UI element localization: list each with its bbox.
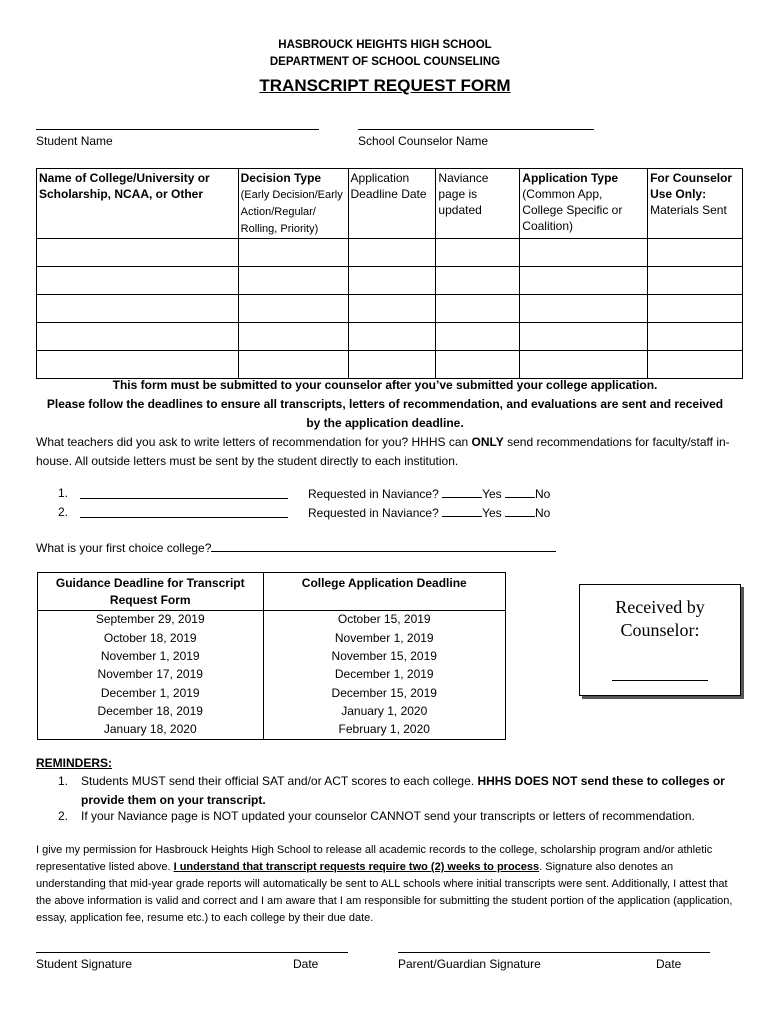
col-guidance-deadline: Guidance Deadline for Transcript Request Form [38, 573, 264, 611]
parent-date-label: Date [656, 957, 682, 971]
permission-paragraph: I give my permission for Hasbrouck Heights High School to release all academic records to the college, scholarship program and/or athletic representative listed above. I understand that transcript requests require two (2) weeks to process. Signature also denotes an understanding that mid-year grade reports will automatically be sent to ALL schools where initial transcripts were sent. Additionally, I attest that the above information is valid and correct and I am aware that I am responsible for submitting the student portion of the application (application, essay, application fee, resume etc.) to each college by their due date. [36, 844, 733, 924]
reminder-2-number: 2. [58, 809, 69, 823]
col-decision-type: Decision Type (Early Decision/Early Action/Regular/ Rolling, Priority) [238, 169, 348, 239]
guidance-deadline-cell: November 1, 2019 [38, 647, 264, 665]
guidance-deadline-cell: December 1, 2019 [38, 684, 264, 702]
col-college-name: Name of College/University or Scholarship, NCAA, or Other [37, 169, 239, 239]
guidance-deadline-cell: December 18, 2019 [38, 702, 264, 720]
college-deadline-cell: October 15, 2019 [263, 611, 506, 629]
counselor-name-label: School Counselor Name [358, 134, 489, 148]
form-title: TRANSCRIPT REQUEST FORM [259, 76, 511, 95]
teacher-2-number: 2. [58, 505, 69, 519]
deadline-row [38, 684, 506, 702]
guidance-deadline-cell: September 29, 2019 [38, 611, 264, 629]
student-date-label: Date [293, 957, 319, 971]
deadline-row [38, 702, 506, 720]
first-choice-input[interactable] [211, 540, 556, 552]
col-naviance: Naviance page is updated [436, 169, 520, 239]
table-row [37, 295, 743, 323]
teacher-2-naviance: Requested in Naviance? Yes No [308, 506, 551, 520]
deadline-row [38, 647, 506, 665]
department-name: DEPARTMENT OF SCHOOL COUNSELING [269, 56, 501, 68]
col-deadline: Application Deadline Date [348, 169, 436, 239]
reminder-1: Students MUST send their official SAT and/or ACT scores to each college. HHHS DOES NOT send these to colleges or provide them on your transcript. [81, 774, 725, 807]
deadlines-table [37, 572, 506, 740]
col-app-type: Application Type (Common App, College Specific or Coalition) [520, 169, 648, 239]
guidance-deadline-cell: January 18, 2020 [38, 721, 264, 739]
student-signature-label: Student Signature [36, 957, 133, 971]
notice-line-3: by the application deadline. [306, 416, 464, 430]
counselor-name-line[interactable] [358, 129, 594, 130]
college-deadline-cell: December 1, 2019 [263, 666, 506, 684]
deadline-row [38, 721, 506, 739]
notice-line-1: This form must be submitted to your counselor after you’ve submitted your college application. [112, 378, 658, 392]
parent-signature-label: Parent/Guardian Signature [398, 957, 541, 971]
guidance-deadline-cell: November 17, 2019 [38, 666, 264, 684]
received-signature-line[interactable] [612, 680, 708, 681]
table-row [37, 351, 743, 379]
parent-signature-line[interactable] [398, 952, 710, 953]
deadline-row [38, 666, 506, 684]
received-by-counselor-box: Received by Counselor: [579, 584, 741, 696]
student-name-label: Student Name [36, 134, 113, 148]
deadline-row [38, 611, 506, 629]
college-deadline-cell: February 1, 2020 [263, 721, 506, 739]
reminder-1-number: 1. [58, 774, 69, 788]
college-table [36, 168, 743, 379]
teachers-question: What teachers did you ask to write letters of recommendation for you? HHHS can ONLY send recommendations for faculty/staff in-house. All outside letters must be sent by the student directly to each institution. [36, 435, 730, 468]
student-name-line[interactable] [36, 129, 319, 130]
teacher-1-number: 1. [58, 486, 69, 500]
table-row [37, 267, 743, 295]
reminder-2: If your Naviance page is NOT updated your counselor CANNOT send your transcripts or letters of recommendation. [81, 809, 695, 823]
teacher-1-naviance: Requested in Naviance? Yes No [308, 487, 551, 501]
table-row [37, 323, 743, 351]
col-college-deadline: College Application Deadline [263, 573, 506, 611]
college-deadline-cell: November 1, 2019 [263, 629, 506, 647]
student-signature-line[interactable] [36, 952, 348, 953]
teacher-1-input[interactable] [80, 487, 288, 499]
college-deadline-cell: January 1, 2020 [263, 702, 506, 720]
college-deadline-cell: November 15, 2019 [263, 647, 506, 665]
deadline-row [38, 629, 506, 647]
school-name: HASBROUCK HEIGHTS HIGH SCHOOL [278, 39, 492, 51]
guidance-deadline-cell: October 18, 2019 [38, 629, 264, 647]
table-row [37, 239, 743, 267]
notice-line-2: Please follow the deadlines to ensure all transcripts, letters of recommendation, and evaluations are sent and received [46, 397, 724, 411]
teacher-2-input[interactable] [80, 506, 288, 518]
reminders-title: REMINDERS: [36, 756, 113, 770]
college-deadline-cell: December 15, 2019 [263, 684, 506, 702]
first-choice-question: What is your first choice college? [36, 540, 556, 555]
col-counselor-use: For Counselor Use Only: Materials Sent [648, 169, 743, 239]
